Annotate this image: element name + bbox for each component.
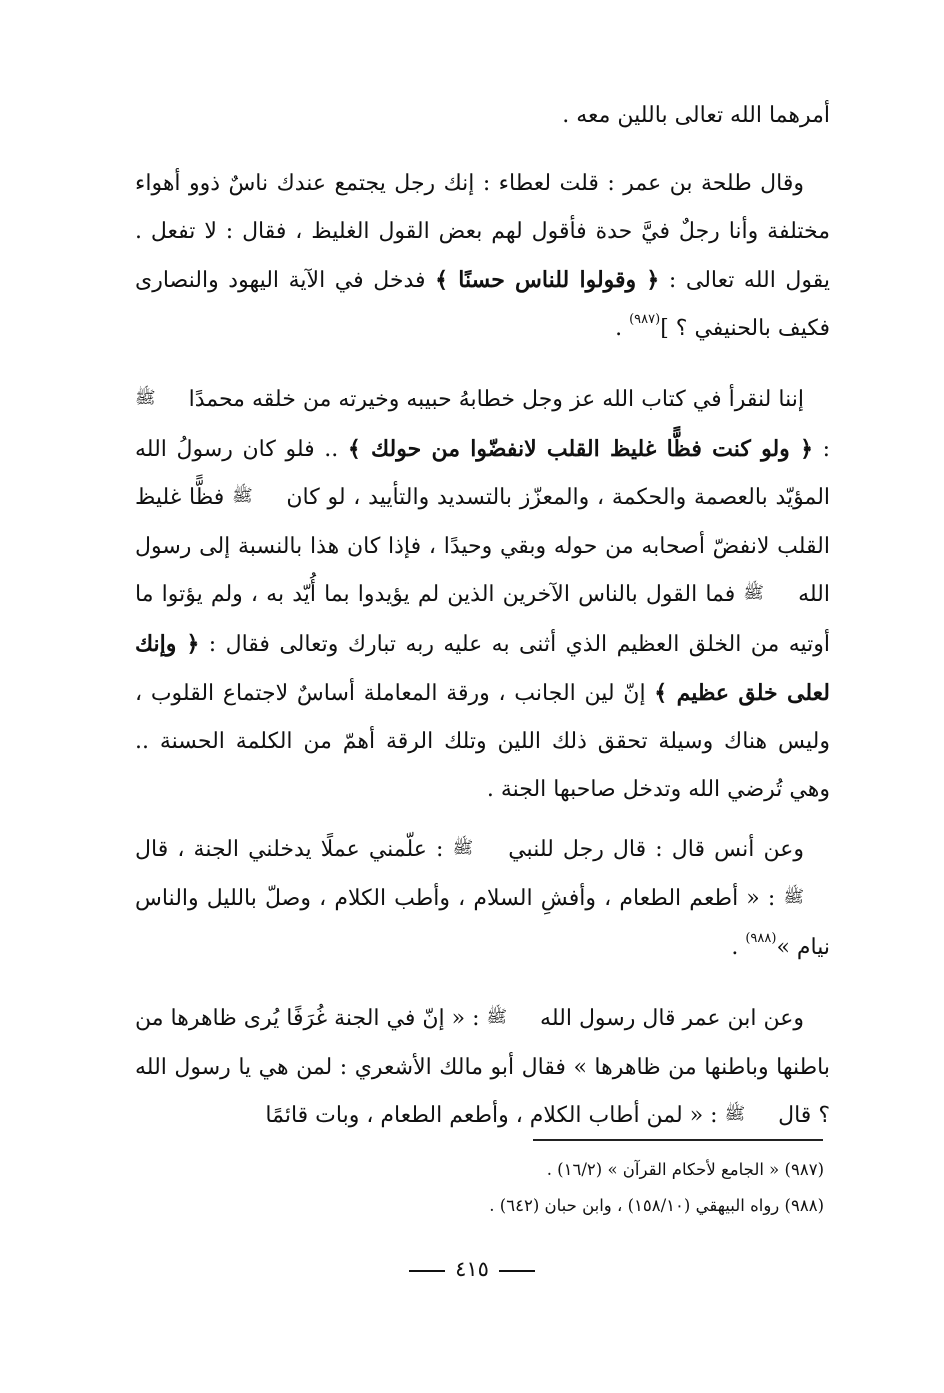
paragraph-2-text-c: . <box>615 316 630 341</box>
page-number <box>0 1257 944 1281</box>
paragraph-2 <box>135 160 830 356</box>
paragraph-gap <box>135 356 830 376</box>
paragraph-4-text-d: . <box>731 935 746 960</box>
paragraph-gap <box>135 975 830 995</box>
honorific-icon: ﷺ <box>452 838 474 858</box>
paragraph-1 <box>135 92 830 140</box>
paragraph-3-text-d: فظًّا غليظ القلب لانفضّ أصحابه من حوله وبقي وحيدًا ، فإذا كان هذا بالنسبة إلى رسول الله <box>135 485 830 607</box>
footnote-marker-987[interactable]: (٩٨٧) <box>629 312 661 327</box>
page-body <box>135 92 830 1141</box>
footnote-marker-988[interactable]: (٩٨٨) <box>745 931 777 946</box>
paragraph-5-text-a: وعن ابن عمر قال رسول الله <box>533 1006 804 1031</box>
honorific-icon: ﷺ <box>486 1007 508 1027</box>
footnote-988: (٩٨٨) رواه البيهقي (١٥٨/١٠) ، وابن حبان (٦٤٢) . <box>489 1196 824 1215</box>
quran-verse-2: ﴿ ولو كنت فظًّا غليظ القلب لانفضّوا من حولك ﴾ <box>347 436 813 462</box>
paragraph-1-text: أمرهما الله تعالى باللين معه . <box>562 103 830 128</box>
paragraph-3-text-a: إننا لنقرأ في كتاب الله عز وجل خطابهُ حبيبه وخيرته من خلقه محمدًا <box>181 387 804 412</box>
paragraph-3-text-e: فما القول بالناس الآخرين الذين لم يؤيدوا بما أُيّد به ، ولم يؤتوا ما أوتيه من الخلق العظيم الذي أثنى به عليه ربه تبارك وتعالى فقال : <box>135 582 831 657</box>
honorific-icon: ﷺ <box>724 1104 746 1124</box>
paragraph-3-text-f: إنّ لين الجانب ، ورقة المعاملة أساسٌ لاجتماع القلوب ، وليس هناك وسيلة تحقق ذلك اللين وتلك الرقة أهمّ من الكلمة الحسنة .. وهي تُرضي الله وتدخل صاحبها الجنة . <box>135 681 830 802</box>
paragraph-gap <box>135 140 830 160</box>
paragraph-4 <box>135 826 830 975</box>
footnotes <box>370 1152 824 1224</box>
page-number-dash-left <box>409 1270 445 1272</box>
paragraph-5-text-c: : « لمن أطاب الكلام ، وأطعم الطعام ، وبات قائمًا <box>265 1103 725 1128</box>
paragraph-3-text-c: .. فلو كان رسولُ الله المؤيّد بالعصمة والحكمة ، والمعزّز بالتسديد والتأييد ، لو كان <box>135 437 831 510</box>
page-number-dash-right <box>499 1270 535 1272</box>
page-number-value: ٤١٥ <box>455 1257 489 1281</box>
paragraph-5 <box>135 995 830 1141</box>
paragraph-2-text-b: فدخل في الآية اليهود والنصارى فكيف بالحنيفي ؟ ] <box>135 268 830 341</box>
footnote-divider <box>533 1139 823 1141</box>
footnote-987: (٩٨٧) « الجامع لأحكام القرآن » (١٦/٢) . <box>546 1160 824 1179</box>
honorific-icon: ﷺ <box>135 388 156 408</box>
honorific-icon: ﷺ <box>232 486 253 506</box>
paragraph-4-text-c: : « أطعم الطعام ، وأفشِ السلام ، وأطب الكلام ، وصلّ بالليل والناس نيام » <box>135 886 830 960</box>
paragraph-4-text-a: وعن أنس قال : قال رجل للنبي <box>499 837 804 862</box>
paragraph-3 <box>135 376 830 814</box>
quran-verse-3: ﴿ وإنك لعلى خلق عظيم ﴾ <box>135 631 830 706</box>
paragraph-2-text-a: وقال طلحة بن عمر : قلت لعطاء : إنك رجل يجتمع عندك ناسٌ ذوو أهواء مختلفة وأنا رجلٌ فيَّ حدة فأقول لهم بعض القول الغليظ ، فقال : لا تفعل . يقول الله تعالى : <box>135 171 831 293</box>
honorific-icon: ﷺ <box>743 583 764 603</box>
quran-verse-1: ﴿ وقولوا للناس حسنًا ﴾ <box>435 267 660 293</box>
paragraph-4-text-b: : علّمني عملًا يدخلني الجنة ، قال <box>135 837 453 862</box>
honorific-icon: ﷺ <box>783 887 804 907</box>
paragraph-3-text-b: : <box>812 437 831 462</box>
paragraph-5-text-b: : « إنّ في الجنة غُرَفًا يُرى ظاهرها من باطنها وباطنها من ظاهرها » فقال أبو مالك الأشعري : لمن هي يا رسول الله ؟ قال <box>134 1006 830 1128</box>
